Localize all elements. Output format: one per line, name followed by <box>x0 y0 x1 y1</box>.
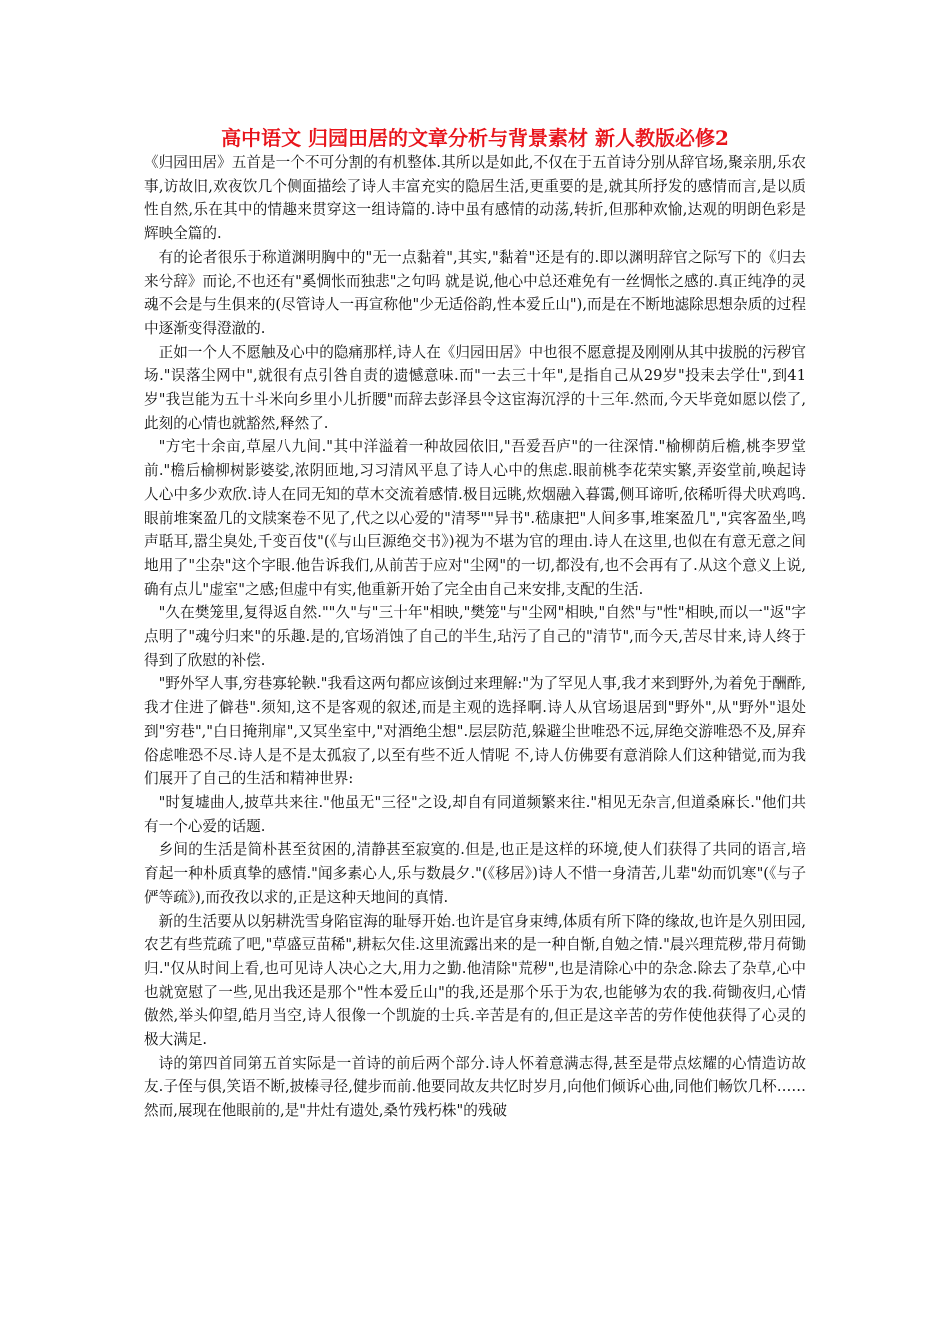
paragraph: 《归园田居》五首是一个不可分割的有机整体.其所以是如此,不仅在于五首诗分别从辞官场,聚亲朋,乐农事,访故旧,欢夜饮几个侧面描绘了诗人丰富充实的隐居生活,更重要的是,就其所抒发的感情而言,是以质性自然,乐在其中的情趣来贯穿这一组诗篇的.诗中虽有感情的动荡,转折,但那种欢愉,达观的明朗色彩是辉映全篇的. <box>144 154 806 243</box>
document-title: 高中语文 归园田居的文章分析与背景素材 新人教版必修2 <box>221 126 729 150</box>
paragraph: 乡间的生活是简朴甚至贫困的,清静甚至寂寞的.但是,也正是这样的环境,使人们获得了共同的语言,培育起一种朴质真挚的感情."闻多素心人,乐与数晨夕."(《移居》)诗人不惜一身清苦,儿辈"幼而饥寒"(《与子俨等疏》),而孜孜以求的,正是这种天地间的真情. <box>144 841 806 906</box>
document-page <box>144 125 806 1123</box>
paragraph: 有的论者很乐于称道渊明胸中的"无一点黏着",其实,"黏着"还是有的.即以渊明辞官之际写下的《归去来兮辞》而论,不也还有"奚惆怅而独悲"之句吗 就是说,他心中总还难免有一丝惆怅之感的.真正纯净的灵魂不会是与生俱来的(尽管诗人一再宣称他"少无适俗韵,性本爱丘山"),而是在不断地滤除思想杂质的过程中逐渐变得澄澈的. <box>144 248 806 337</box>
paragraph: 新的生活要从以躬耕洗雪身陷宦海的耻辱开始.也许是官身束缚,体质有所下降的缘故,也许是久别田园,农艺有些荒疏了吧,"草盛豆苗稀",耕耘欠佳.这里流露出来的是一种自惭,自勉之情."晨兴理荒秽,带月荷锄归."仅从时间上看,也可见诗人决心之大,用力之勤.他清除"荒秽",也是清除心中的杂念.除去了杂草,心中也就宽慰了一些,见出我还是那个"性本爱丘山"的我,还是那个乐于为农,也能够为农的我.荷锄夜归,心情傲然,举头仰望,皓月当空,诗人很像一个凯旋的士兵.辛苦是有的,但正是这辛苦的劳作使他获得了心灵的极大满足. <box>144 912 806 1049</box>
document-body <box>144 151 806 1123</box>
paragraph: "时复墟曲人,披草共来往."他虽无"三径"之设,却自有同道频繁来往."相见无杂言,但道桑麻长."他们共有一个心爱的话题. <box>144 793 806 835</box>
paragraph: 正如一个人不愿触及心中的隐痛那样,诗人在《归园田居》中也很不愿意提及刚刚从其中拔脱的污秽官场."误落尘网中",就很有点引咎自责的遗憾意味.而"一去三十年",是指自己从29岁"投耒去学仕",到41岁"我岂能为五十斗米向乡里小儿折腰"而辞去彭泽县令这宦海沉浮的十三年.然而,今天毕竟如愿以偿了,此刻的心情也就豁然,释然了. <box>144 343 806 432</box>
paragraph: "久在樊笼里,复得返自然.""久"与"三十年"相映,"樊笼"与"尘网"相映,"自然"与"性"相映,而以一"返"字点明了"魂兮归来"的乐趣.是的,官场消蚀了自己的半生,玷污了自己的"清节",而今天,苦尽甘来,诗人终于得到了欣慰的补偿. <box>144 604 806 669</box>
paragraph: "方宅十余亩,草屋八九间."其中洋溢着一种故园依旧,"吾爱吾庐"的一往深情."榆柳荫后檐,桃李罗堂前."檐后榆柳树影婆娑,浓阴匝地,习习清风平息了诗人心中的焦虑.眼前桃李花荣实繁,弄姿堂前,唤起诗人心中多少欢欣.诗人在同无知的草木交流着感情.极目远眺,炊烟融入暮霭,侧耳谛听,依稀听得犬吠鸡鸣.眼前堆案盈几的文牍案卷不见了,代之以心爱的"清琴""异书".嵇康把"人间多事,堆案盈几","宾客盈坐,鸣声聒耳,嚣尘臭处,千变百伎"(《与山巨源绝交书》)视为不堪为官的理由.诗人在这里,也似在有意无意之间地用了"尘杂"这个字眼.他告诉我们,从前苦于应对"尘网"的一切,都没有,也不会再有了.从这个意义上说,确有点儿"虚室"之感;但虚中有实,他重新开始了完全由自己来安排,支配的生活. <box>144 438 806 598</box>
paragraph: 诗的第四首同第五首实际是一首诗的前后两个部分.诗人怀着意满志得,甚至是带点炫耀的心情造访故友.子侄与俱,笑语不断,披榛寻径,健步而前.他要同故友共忆时岁月,向他们倾诉心曲,同他们畅饮几杯……然而,展现在他眼前的,是"井灶有遗处,桑竹残朽株"的残破 <box>144 1054 806 1120</box>
paragraph: "野外罕人事,穷巷寡轮鞅."我看这两句都应该倒过来理解:"为了罕见人事,我才来到野外,为着免于酬酢,我才住进了僻巷".须知,这不是客观的叙述,而是主观的选择啊.诗人从官场退居到"野外",从"野外"退处到"穷巷","白日掩荆扉",又冥坐室中,"对酒绝尘想".层层防范,躲避尘世唯恐不远,屏绝交游唯恐不及,屏弃俗虑唯恐不尽.诗人是不是太孤寂了,以至有些不近人情呢 不,诗人仿佛要有意消除人们这种错觉,而为我们展开了自己的生活和精神世界: <box>144 675 806 788</box>
